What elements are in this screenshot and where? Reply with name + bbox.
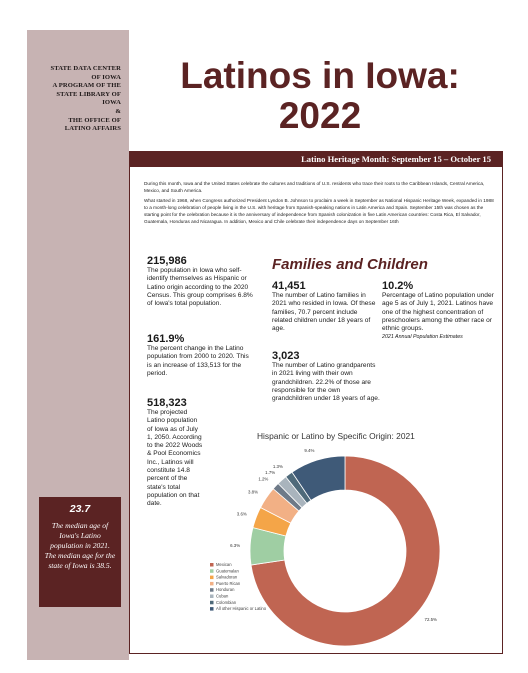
legend-label: Colombian [216, 599, 237, 605]
title-line-1: Latinos in Iowa: [180, 55, 460, 96]
slice-label: 72.5% [424, 617, 437, 623]
stat-number: 41,451 [272, 280, 306, 292]
title-line-2: 2022 [278, 95, 362, 136]
agency-line: A PROGRAM OF THE [52, 82, 121, 90]
stat-number: 10.2% [382, 280, 414, 292]
legend-swatch [210, 588, 214, 592]
families-heading: Families and Children [272, 256, 428, 273]
stat-source-note: 2021 Annual Population Estimates [382, 334, 463, 341]
legend-label: Puerto Rican [216, 580, 241, 586]
chart-title: Hispanic or Latino by Specific Origin: 2021 [257, 431, 415, 441]
median-age-number: 23.7 [69, 503, 91, 515]
legend-swatch [210, 576, 214, 580]
donut-slices [250, 456, 440, 646]
slice-label: 1.7% [265, 470, 276, 476]
legend-label: All other Hispanic or Latino [216, 606, 267, 612]
intro-paragraph-2: What started in 1968, when Congress authorized President Lyndon B. Johnson to proclaim a week in September as National Hispanic Heritage Week, expanded in 1988 to a month-long celebration of people living in the U.S. with heritage from Spanish-speaking nations in Latin America and Spain. September 15th was chosen as the starting point for the celebration because it is the anniversary of independence from Spanish colonization in five Latin American countries: Costa Rica, El Salvador, Guatemala, Honduras and Nicaragua. In addition, Mexico and Chile celebrate their independence days on September 16th [144, 198, 494, 225]
legend-label: Mexican [216, 562, 232, 567]
median-age-box [39, 497, 121, 607]
stat-description: The percent change in the Latino population from 2000 to 2020. This is an increase of 133,513 for the period. [147, 345, 249, 377]
agency-block [33, 65, 121, 134]
legend-swatch [210, 607, 214, 611]
stat-number: 215,986 [147, 255, 187, 267]
legend-swatch [210, 582, 214, 586]
legend-label: Cuban [216, 593, 229, 599]
stat-families [272, 280, 378, 333]
stat-under-five [382, 280, 494, 341]
agency-line: & [115, 107, 121, 115]
stat-number: 161.9% [147, 333, 185, 345]
agency-line: STATE DATA CENTER [50, 65, 121, 72]
legend-swatch [210, 601, 214, 605]
stat-grandparents [272, 350, 380, 403]
legend-swatch [210, 569, 214, 573]
agency-line: STATE LIBRARY OF [56, 90, 121, 98]
page-title [140, 56, 500, 136]
legend-swatch [210, 563, 214, 567]
stat-number: 518,323 [147, 397, 187, 409]
agency-line: IOWA [102, 99, 121, 107]
slice-label: 1.2% [258, 476, 269, 482]
slice-label: 3.6% [236, 511, 247, 517]
agency-line: THE OFFICE OF [68, 116, 121, 124]
slice-label: 1.3% [272, 463, 283, 469]
stat-description: The number of Latino grandparents in 2021 living with their own grandchildren. 22.2% of those are responsible for the own grandchildren under 18 years of age. [272, 362, 380, 403]
legend-label: Honduran [216, 587, 235, 593]
legend-label: Salvadoran [216, 574, 238, 580]
stat-number: 3,023 [272, 350, 300, 362]
stat-population [147, 255, 257, 308]
slice-label: 9.4% [304, 448, 315, 454]
origin-donut-chart [200, 440, 500, 655]
intro-paragraph-1: During this month, Iowa and the United States celebrate the cultures and traditions of U.S. residents who trace their roots to the Caribbean Islands, Central America, Mexico, and South America. [144, 181, 485, 194]
stat-description: Percentage of Latino population under age 5 as of July 1, 2021. Latinos have one of the highest concentration of preschoolers among the other race or ethnic groups. [382, 292, 494, 333]
median-age-description: The median age of Iowa's Latino population in 2021. The median age for the state of Iowa is 38.5. [44, 521, 116, 570]
legend-label: Guatemalan [216, 568, 239, 574]
stat-projected [147, 397, 204, 509]
slice-label: 6.3% [230, 543, 241, 549]
intro-text [144, 180, 494, 229]
stat-description: The population in Iowa who self-identify themselves as Hispanic or Latino origin according to the 2020 Census. This group comprises 6.8% of Iowa's total population. [147, 267, 253, 308]
stat-description: The projected Latino population of Iowa as of July 1, 2050. According to the 2022 Woods & Pool Economics Inc., Latinos will constitute 14.8 percent of the state's total population on that date. [147, 409, 203, 508]
agency-line: LATINO AFFAIRS [64, 125, 121, 133]
legend-swatch [210, 595, 214, 599]
agency-line: OF IOWA [91, 73, 121, 81]
stat-percent-change [147, 333, 255, 378]
stat-description: The number of Latino families in 2021 who resided in Iowa. Of these families, 70.7 percent include related children under 18 years of age. [272, 292, 376, 333]
heritage-banner: Latino Heritage Month: September 15 – October 15 [129, 151, 503, 167]
slice-label: 3.8% [248, 489, 259, 495]
